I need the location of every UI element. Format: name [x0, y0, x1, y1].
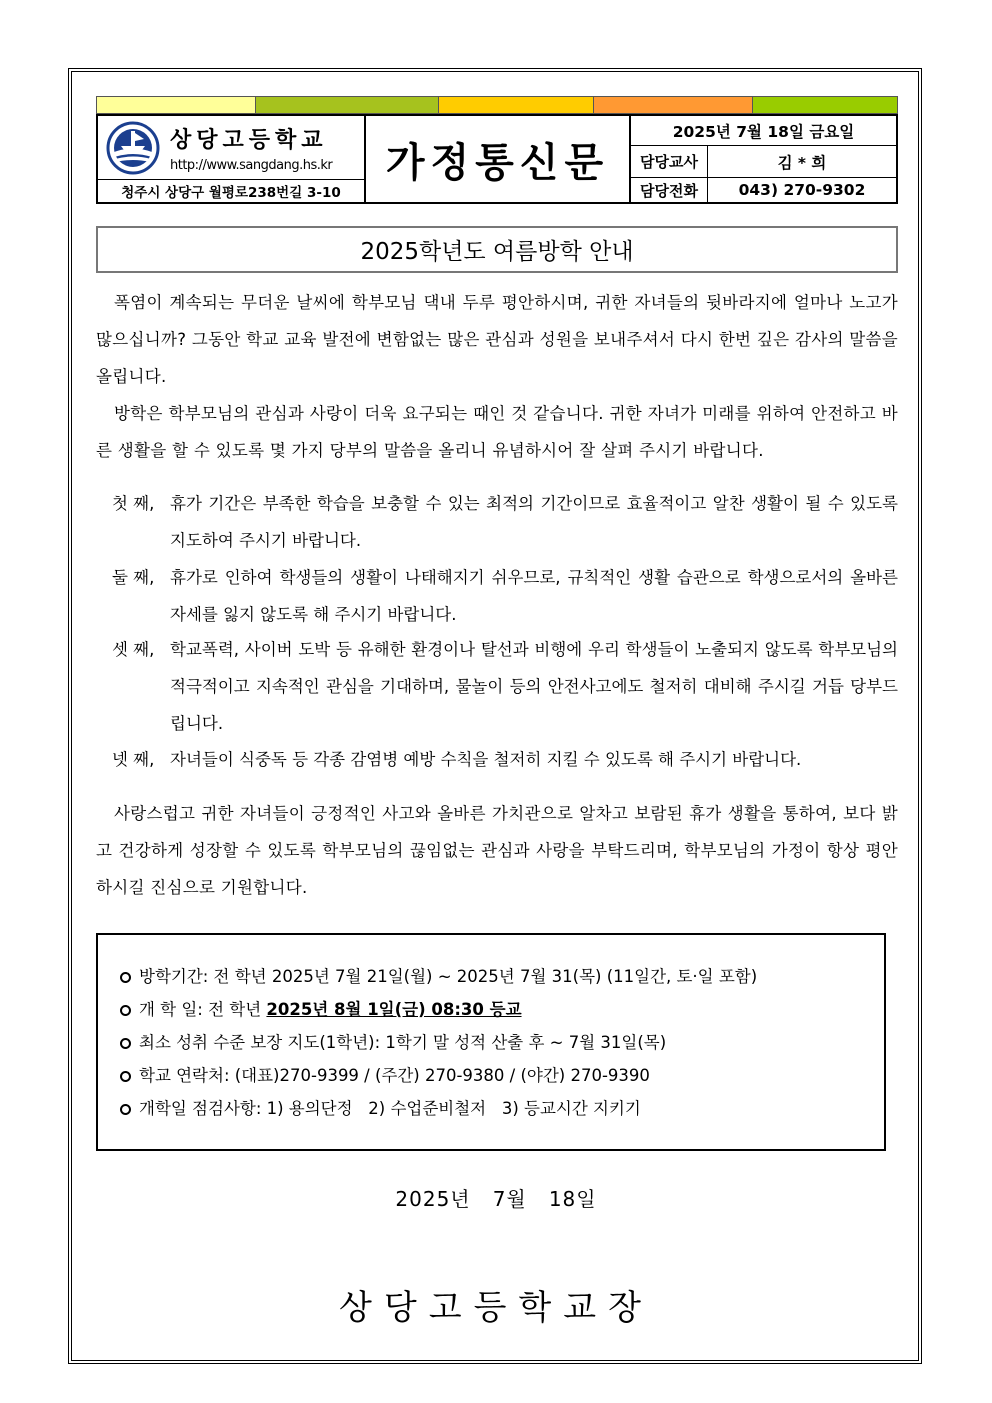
teacher-name: 김 * 희: [708, 146, 896, 178]
teacher-label: 담당교사: [631, 146, 708, 178]
circle-bullet-icon: [120, 1104, 131, 1115]
footer-date: 2025년 7월 18일: [395, 1187, 597, 1211]
color-bar: [96, 96, 898, 114]
color-segment-5: [753, 97, 897, 113]
info-opening-date: 2025년 8월 1일(금) 08:30 등교: [266, 1000, 522, 1019]
info-vacation: 방학기간: 전 학년 2025년 7월 21일(월) ~ 2025년 7월 31(목) (11일간, 토·일 포함): [139, 967, 758, 986]
school-block: [98, 116, 366, 180]
school-website[interactable]: http://www.sangdang.hs.kr: [170, 157, 333, 173]
school-address: 청주시 상당구 월평로238번길 3-10: [98, 180, 366, 202]
list-item-label: 둘 째,: [112, 568, 155, 587]
list-item-label: 넷 째,: [112, 750, 155, 769]
color-segment-1: [97, 97, 256, 113]
header-date: 2025년 7월 18일 금요일: [631, 116, 896, 146]
list-item-2: [112, 559, 898, 633]
info-checklist: 개학일 점검사항: 1) 용의단정 2) 수업준비철저 3) 등교시간 지키기: [139, 1099, 641, 1118]
document-title: 가정통신문: [366, 116, 631, 202]
intro-paragraph-2: 방학은 학부모님의 관심과 사랑이 더욱 요구되는 때인 것 같습니다. 귀한 자녀가 미래를 위하여 안전하고 바른 생활을 할 수 있도록 몇 가지 당부의 말씀을 올리니 유념하시어 잘 살펴 주시기 바랍니다.: [96, 404, 898, 460]
info-guarantee-row: [120, 1031, 666, 1055]
list-item-text: 휴가로 인하여 학생들의 생활이 나태해지기 쉬우므로, 규칙적인 생활 습관으로 학생으로서의 올바른 자세를 잃지 않도록 해 주시기 바랍니다.: [170, 568, 898, 624]
closing-paragraph: 사랑스럽고 귀한 자녀들이 긍정적인 사고와 올바른 가치관으로 알차고 보람된 휴가 생활을 통하여, 보다 밝고 건강하게 성장할 수 있도록 학부모님의 끊임없는 관심과 사랑을 부탁드리며, 학부모님의 가정이 항상 평안하시길 진심으로 기원합니다.: [96, 804, 898, 897]
header-table: [96, 114, 898, 204]
list-item-text: 휴가 기간은 부족한 학습을 보충할 수 있는 최적의 기간이므로 효율적이고 알찬 생활이 될 수 있도록 지도하여 주시기 바랍니다.: [170, 494, 898, 550]
list-item-text: 자녀들이 식중독 등 각종 감염병 예방 수칙을 철저히 지킬 수 있도록 해 주시기 바랍니다.: [170, 750, 802, 769]
color-segment-4: [594, 97, 753, 113]
phone-number: 043) 270-9302: [738, 181, 866, 199]
circle-bullet-icon: [120, 1071, 131, 1082]
info-opening-row: [120, 998, 522, 1022]
list-item-label: 셋 째,: [112, 640, 155, 659]
circle-bullet-icon: [120, 1038, 131, 1049]
info-box: [96, 933, 886, 1151]
info-guarantee: 최소 성취 수준 보장 지도(1학년): 1학기 말 성적 산출 후 ~ 7월 31일(목): [139, 1033, 667, 1052]
school-name: 상당고등학교: [170, 127, 328, 153]
info-checklist-row: [120, 1097, 641, 1121]
list-item-3: [112, 631, 898, 742]
info-contact-row: [120, 1064, 650, 1088]
circle-bullet-icon: [120, 1005, 131, 1016]
circle-bullet-icon: [120, 972, 131, 983]
info-contact: 학교 연락처: (대표)270-9399 / (주간) 270-9380 / (야간) 270-9390: [139, 1066, 650, 1085]
info-opening-prefix: 개 학 일: 전 학년: [139, 1000, 267, 1019]
list-item-label: 첫 째,: [112, 494, 155, 513]
color-segment-3: [439, 97, 594, 113]
info-vacation-row: [120, 965, 757, 989]
school-logo-icon: [106, 121, 160, 175]
phone-label: 담당전화: [631, 178, 708, 202]
principal-signature: 상당고등학교장: [339, 1288, 653, 1328]
notice-title: 2025학년도 여름방학 안내: [96, 226, 898, 273]
list-item-4: [112, 741, 898, 778]
intro-paragraph-1: 폭염이 계속되는 무더운 날씨에 학부모님 댁내 두루 평안하시며, 귀한 자녀들의 뒷바라지에 얼마나 노고가 많으십니까? 그동안 학교 교육 발전에 변함없는 많은 관심과 성원을 보내주셔서 다시 한번 깊은 감사의 말씀을 올립니다.: [96, 293, 898, 386]
list-item-1: [112, 485, 898, 559]
color-segment-2: [256, 97, 439, 113]
list-item-text: 학교폭력, 사이버 도박 등 유해한 환경이나 탈선과 비행에 우리 학생들이 노출되지 않도록 학부모님의 적극적이고 지속적인 관심을 기대하며, 물놀이 등의 안전사고에도 철저히 대비해 주시길 거듭 당부드립니다.: [170, 640, 898, 733]
